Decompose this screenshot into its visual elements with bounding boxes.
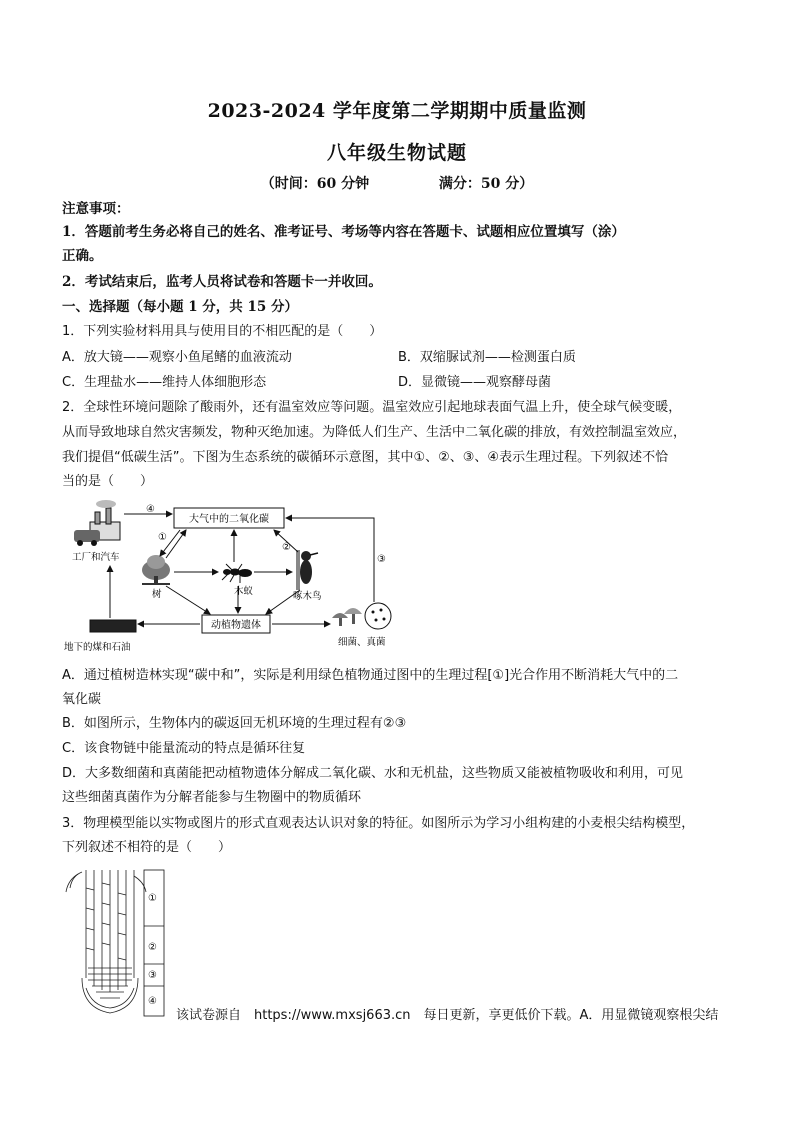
q1-option-a: A．放大镜——观察小鱼尾鳍的血液流动: [62, 350, 292, 365]
exam-time: （时间：60 分钟: [260, 176, 370, 192]
notice-heading: 注意事项：: [62, 201, 130, 217]
woodpecker-icon: [296, 550, 318, 590]
atmosphere-label: 大气中的二氧化碳: [189, 514, 269, 525]
remains-label: 动植物遗体: [211, 620, 261, 631]
factory-label: 工厂和汽车: [72, 552, 120, 563]
source-footer: 该试卷源自 https://www.mxsj663.cn 每日更新，享更低价下载。A．用显微镜观察根尖结: [176, 1008, 719, 1023]
section-heading: 一、选择题（每小题 1 分，共 15 分）: [62, 299, 298, 315]
zone-label-4: ④: [148, 996, 157, 1007]
q1-stem: 1．下列实验材料用具与使用目的不相匹配的是（ ）: [62, 324, 383, 339]
exam-title: 2023-2024 学年度第二学期期中质量监测: [207, 100, 587, 122]
label-2: ②: [282, 542, 291, 553]
q2-option-b: B．如图所示，生物体内的碳返回无机环境的生理过程有②③: [62, 716, 407, 731]
q3-stem-2: 下列叙述不相符的是（ ）: [62, 840, 232, 855]
coal-label: 地下的煤和石油: [64, 642, 131, 653]
q2-option-d-1: D．大多数细菌和真菌能把动植物遗体分解成二氧化碳、水和无机盐，这些物质又能被植物吸收和利用，可见: [62, 766, 684, 781]
ant-label: 木蚁: [234, 586, 254, 597]
tree-label: 树: [152, 589, 162, 600]
q1-option-b: B．双缩脲试剂——检测蛋白质: [398, 350, 576, 365]
exam-score: 满分：50 分）: [438, 176, 534, 192]
q2-stem-2: 从而导致地球自然灾害频发，物种灭绝加速。为降低人们生产、生活中二氧化碳的排放，有效控制温室效应，: [62, 425, 687, 440]
factory-icon: [74, 500, 120, 546]
label-1: ①: [158, 532, 167, 543]
notice-item-1-cont: 正确。: [62, 248, 103, 264]
q2-stem-4: 当的是（ ）: [62, 474, 154, 489]
zone-label-1: ①: [148, 893, 157, 904]
label-3: ③: [377, 554, 386, 565]
tree-icon: [142, 555, 170, 584]
q2-option-a-1: A．通过植树造林实现“碳中和”，实际是利用绿色植物通过图中的生理过程[①]光合作用不断消耗大气中的二: [62, 668, 679, 683]
carbon-cycle-diagram: [62, 500, 402, 660]
root-tip-drawing: [66, 870, 146, 1013]
q1-option-c: C．生理盐水——维持人体细胞形态: [62, 375, 267, 390]
q2-option-c: C．该食物链中能量流动的特点是循环往复: [62, 741, 306, 756]
exam-subject: 八年级生物试题: [326, 142, 467, 164]
label-4: ④: [146, 504, 155, 515]
exam-meta: [0, 173, 794, 193]
coal-icon: [90, 620, 136, 632]
woodpecker-label: 啄木鸟: [293, 591, 322, 602]
q2-stem-3: 我们提倡“低碳生活”。下图为生态系统的碳循环示意图，其中①、②、③、④表示生理过程。下列叙述不恰: [62, 450, 669, 465]
arrow-woodpecker-remains: [266, 590, 300, 614]
fungi-label: 细菌、真菌: [338, 637, 386, 648]
notice-item-2: 2．考试结束后，监考人员将试卷和答题卡一并收回。: [62, 274, 382, 290]
fungi-icon: [332, 603, 391, 629]
q2-option-d-2: 这些细菌真菌作为分解者能参与生物圈中的物质循环: [62, 790, 362, 805]
notice-item-1: 1．答题前考生务必将自己的姓名、准考证号、考场等内容在答题卡、试题相应位置填写（涂）: [62, 224, 625, 240]
q3-stem-1: 3．物理模型能以实物或图片的形式直观表达认识对象的特征。如图所示为学习小组构建的小麦根尖结构模型，: [62, 816, 695, 831]
arrow-tree-remains: [166, 586, 210, 614]
q2-stem-1: 2．全球性环境问题除了酸雨外，还有温室效应等问题。温室效应引起地球表面气温上升，使全球气候变暖，: [62, 400, 682, 415]
zone-label-2: ②: [148, 942, 157, 953]
zone-label-3: ③: [148, 970, 157, 981]
q2-option-a-2: 氧化碳: [62, 692, 102, 707]
q1-option-d: D．显微镜——观察酵母菌: [398, 375, 552, 390]
root-tip-diagram: [62, 868, 167, 1018]
ant-icon: [222, 564, 252, 583]
